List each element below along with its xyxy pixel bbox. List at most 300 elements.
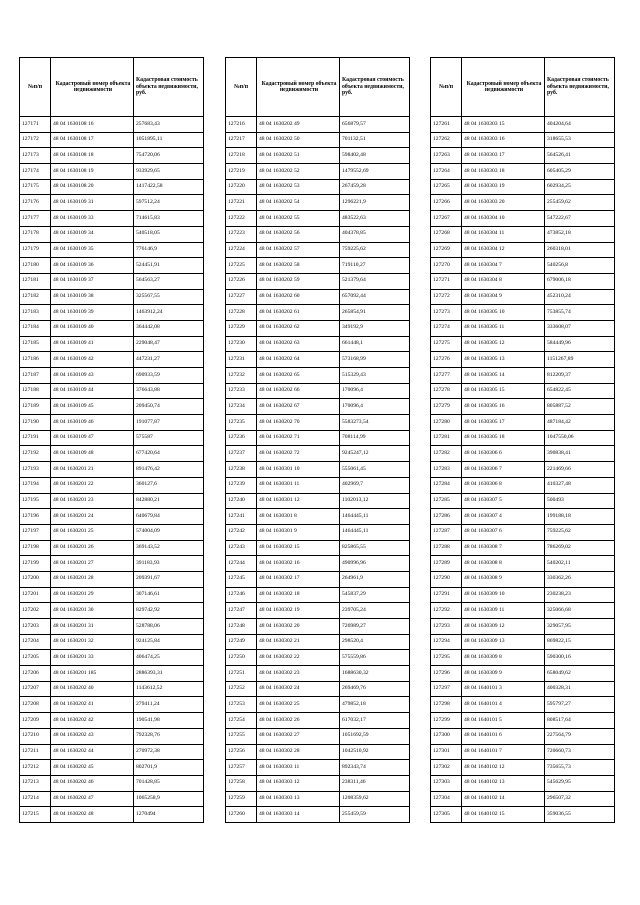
table-row [20, 807, 204, 823]
table-row [431, 603, 615, 619]
table-row [431, 744, 615, 760]
cadastral-value: 279411,24 [134, 697, 204, 713]
cadastral-value: 597512,24 [134, 195, 204, 211]
table-row [20, 305, 204, 321]
cadastral-value: 329057,95 [545, 619, 615, 635]
row-number: 127188 [20, 383, 51, 399]
cadastral-value: 515329,43 [340, 368, 410, 384]
row-number: 127229 [226, 320, 257, 336]
cadastral-number: 48 04 1630302 26 [257, 713, 340, 729]
cadastral-number: 48 04 1630303 11 [257, 760, 340, 776]
cadastral-value: 574004,09 [134, 524, 204, 540]
cadastral-number: 48 04 1630305 10 [462, 305, 545, 321]
cadastral-value: 9245247,12 [340, 446, 410, 462]
table-row [431, 713, 615, 729]
cadastral-value: 1270494 [134, 807, 204, 823]
row-number: 127204 [20, 634, 51, 650]
cadastral-value: 679006,18 [545, 273, 615, 289]
cadastral-value: 720660,73 [545, 744, 615, 760]
cadastral-number: 48 04 1640102 15 [462, 807, 545, 823]
table-row [226, 446, 410, 462]
table-row [20, 493, 204, 509]
row-number: 127267 [431, 211, 462, 227]
table-row [431, 148, 615, 164]
row-number: 127187 [20, 368, 51, 384]
table-row [20, 666, 204, 682]
row-number: 127285 [431, 493, 462, 509]
cadastral-number: 48 04 1630301 11 [257, 477, 340, 493]
cadastral-value: 307146,61 [134, 587, 204, 603]
cadastral-number: 48 04 1630109 36 [51, 258, 134, 274]
table-row [226, 807, 410, 823]
table-row [226, 132, 410, 148]
table-row [226, 352, 410, 368]
table-row [20, 242, 204, 258]
cadastral-value: 1463912,24 [134, 305, 204, 321]
row-number: 127212 [20, 760, 51, 776]
cadastral-value: 376643,88 [134, 383, 204, 399]
table-row [431, 242, 615, 258]
row-number: 127191 [20, 430, 51, 446]
cadastral-value: 658049,62 [545, 666, 615, 682]
header-cadastral-number: Кадастровый номер объекта недвижимости [257, 58, 340, 117]
cadastral-number: 48 04 1630109 44 [51, 383, 134, 399]
cadastral-number: 48 04 1630304 10 [462, 211, 545, 227]
table-row [431, 587, 615, 603]
row-number: 127186 [20, 352, 51, 368]
row-number: 127221 [226, 195, 257, 211]
row-number: 127263 [431, 148, 462, 164]
table-row [431, 195, 615, 211]
table-row [431, 462, 615, 478]
table-row [226, 368, 410, 384]
cadastral-value: 209391,67 [134, 571, 204, 587]
cadastral-number: 48 04 1630202 43 [51, 728, 134, 744]
cadastral-number: 48 04 1630202 57 [257, 242, 340, 258]
table-row [20, 540, 204, 556]
cadastral-number: 48 04 1630202 54 [257, 195, 340, 211]
cadastral-value: 540518,05 [134, 226, 204, 242]
table-row [20, 226, 204, 242]
row-number: 127184 [20, 320, 51, 336]
table-row [226, 117, 410, 133]
cadastral-value: 487184,42 [545, 415, 615, 431]
row-number: 127201 [20, 587, 51, 603]
row-number: 127218 [226, 148, 257, 164]
row-number: 127300 [431, 728, 462, 744]
row-number: 127219 [226, 164, 257, 180]
table-row [431, 352, 615, 368]
table-row [20, 791, 204, 807]
cadastral-value: 239705,24 [340, 603, 410, 619]
cadastral-number: 48 04 1640101 3 [462, 681, 545, 697]
cadastral-value: 229048,47 [134, 336, 204, 352]
cadastral-number: 48 04 1630202 42 [51, 713, 134, 729]
cadastral-number: 48 04 1630109 41 [51, 336, 134, 352]
table-row [431, 430, 615, 446]
row-number: 127233 [226, 383, 257, 399]
table-row [226, 697, 410, 713]
row-number: 127249 [226, 634, 257, 650]
table-row [20, 336, 204, 352]
cadastral-value: 1065258,9 [134, 791, 204, 807]
cadastral-value: 759225,62 [340, 242, 410, 258]
row-number: 127256 [226, 744, 257, 760]
cadastral-number: 48 04 1630201 29 [51, 587, 134, 603]
cadastral-number: 48 04 1630302 25 [257, 697, 340, 713]
cadastral-value: 524451,91 [134, 258, 204, 274]
row-number: 127264 [431, 164, 462, 180]
row-number: 127182 [20, 289, 51, 305]
cadastral-value: 264961,9 [340, 571, 410, 587]
table-row [20, 509, 204, 525]
table-row [431, 305, 615, 321]
table-row [20, 383, 204, 399]
cadastral-value: 573168,99 [340, 352, 410, 368]
cadastral-value: 404204,64 [545, 117, 615, 133]
cadastral-value: 661448,1 [340, 336, 410, 352]
cadastral-number: 48 04 1630202 59 [257, 273, 340, 289]
cadastral-value: 521379,64 [340, 273, 410, 289]
cadastral-value: 452310,24 [545, 289, 615, 305]
cadastral-number: 48 04 1630302 19 [257, 603, 340, 619]
row-number: 127178 [20, 226, 51, 242]
cadastral-value: 255459,62 [545, 195, 615, 211]
cadastral-value: 318655,53 [545, 132, 615, 148]
cadastral-number: 48 04 1630305 11 [462, 320, 545, 336]
cadastral-value: 500493 [545, 493, 615, 509]
cadastral-value: 759225,62 [545, 524, 615, 540]
row-number: 127180 [20, 258, 51, 274]
header-cadastral-value: Кадастровая стоимость объекта недвижимости, руб. [545, 58, 615, 117]
table-row [431, 524, 615, 540]
cadastral-number: 48 04 1630202 67 [257, 399, 340, 415]
cadastral-number: 48 04 1630305 17 [462, 415, 545, 431]
cadastral-value: 808517,64 [545, 713, 615, 729]
cadastral-value: 296507,32 [545, 791, 615, 807]
cadastral-value: 1208359,62 [340, 791, 410, 807]
table-row [20, 352, 204, 368]
cadastral-number: 48 04 1630202 58 [257, 258, 340, 274]
cadastral-number: 48 04 1630202 71 [257, 430, 340, 446]
cadastral-number: 48 04 1630308 7 [462, 540, 545, 556]
row-number: 127271 [431, 273, 462, 289]
cadastral-value: 701428,85 [134, 775, 204, 791]
cadastral-number: 48 04 1630202 70 [257, 415, 340, 431]
cadastral-number: 48 04 1630202 45 [51, 760, 134, 776]
table-row [226, 415, 410, 431]
cadastral-value: 892343,74 [340, 760, 410, 776]
table-row [226, 681, 410, 697]
cadastral-value: 584449,96 [545, 336, 615, 352]
table-row [20, 195, 204, 211]
table-row [20, 132, 204, 148]
cadastral-value: 270972,38 [134, 744, 204, 760]
table-row [431, 760, 615, 776]
table-row [20, 556, 204, 572]
table-row [226, 336, 410, 352]
cadastral-number: 48 04 1630202 63 [257, 336, 340, 352]
cadastral-value: 260318,01 [545, 242, 615, 258]
cadastral-number: 48 04 1630202 52 [257, 164, 340, 180]
cadastre-table-3 [430, 57, 615, 823]
cadastral-number: 48 04 1630202 55 [257, 211, 340, 227]
table-row [226, 164, 410, 180]
table-row [226, 493, 410, 509]
cadastral-value: 754720,06 [134, 148, 204, 164]
row-number: 127203 [20, 619, 51, 635]
cadastral-value: 238311,46 [340, 775, 410, 791]
table-row [431, 383, 615, 399]
table-row [226, 399, 410, 415]
table-row [20, 634, 204, 650]
cadastral-number: 48 04 1630309 11 [462, 603, 545, 619]
row-number: 127268 [431, 226, 462, 242]
cadastral-number: 48 04 1630202 48 [51, 807, 134, 823]
cadastral-number: 48 04 1630201 24 [51, 509, 134, 525]
table-row [20, 524, 204, 540]
cadastral-number: 48 04 1630202 50 [257, 132, 340, 148]
row-number: 127216 [226, 117, 257, 133]
table-row [226, 273, 410, 289]
cadastral-value: 924125,84 [134, 634, 204, 650]
cadastral-number: 48 04 1640101 4 [462, 697, 545, 713]
table-row [226, 760, 410, 776]
cadastral-number: 48 04 1630302 21 [257, 634, 340, 650]
cadastral-value: 825865,55 [340, 540, 410, 556]
table-row [20, 571, 204, 587]
row-number: 127177 [20, 211, 51, 227]
table-row [20, 728, 204, 744]
row-number: 127239 [226, 477, 257, 493]
cadastral-value: 575559,86 [340, 650, 410, 666]
row-number: 127296 [431, 666, 462, 682]
table-row [226, 603, 410, 619]
row-number: 127286 [431, 509, 462, 525]
table-row [20, 587, 204, 603]
table-row [20, 368, 204, 384]
cadastral-number: 48 04 1630109 35 [51, 242, 134, 258]
table-row [20, 446, 204, 462]
table-row [431, 556, 615, 572]
cadastral-value: 325066,68 [545, 603, 615, 619]
table-row [20, 117, 204, 133]
cadastral-number: 48 04 1630304 8 [462, 273, 545, 289]
cadastral-value: 1047550,06 [545, 430, 615, 446]
cadastral-value: 726989,27 [340, 619, 410, 635]
cadastral-number: 48 04 1630109 34 [51, 226, 134, 242]
row-number: 127280 [431, 415, 462, 431]
row-number: 127265 [431, 179, 462, 195]
row-number: 127260 [226, 807, 257, 823]
cadastral-value: 656879,57 [340, 117, 410, 133]
row-number: 127193 [20, 462, 51, 478]
row-number: 127176 [20, 195, 51, 211]
table-row [431, 399, 615, 415]
cadastral-number: 48 04 1630109 31 [51, 195, 134, 211]
cadastral-number: 48 04 1630202 65 [257, 368, 340, 384]
row-number: 127287 [431, 524, 462, 540]
cadastral-number: 48 04 1630109 47 [51, 430, 134, 446]
cadastral-value: 170096,4 [340, 383, 410, 399]
cadastral-number: 48 04 1630201 23 [51, 493, 134, 509]
cadastral-value: 776146,9 [134, 242, 204, 258]
table-row [20, 744, 204, 760]
table-row [431, 650, 615, 666]
row-number: 127234 [226, 399, 257, 415]
table-row [20, 619, 204, 635]
row-number: 127279 [431, 399, 462, 415]
cadastral-value: 677420,64 [134, 446, 204, 462]
table-row [431, 728, 615, 744]
cadastral-number: 48 04 1630305 13 [462, 352, 545, 368]
cadastral-value: 404378,85 [340, 226, 410, 242]
row-number: 127210 [20, 728, 51, 744]
cadastral-number: 48 04 1630202 62 [257, 320, 340, 336]
row-number: 127255 [226, 728, 257, 744]
cadastral-value: 369143,52 [134, 540, 204, 556]
row-number: 127275 [431, 336, 462, 352]
cadastral-number: 48 04 1630201 33 [51, 650, 134, 666]
cadastral-value: 447231,27 [134, 352, 204, 368]
row-number: 127245 [226, 571, 257, 587]
row-number: 127214 [20, 791, 51, 807]
row-number: 127254 [226, 713, 257, 729]
cadastral-number: 48 04 1630108 16 [51, 117, 134, 133]
row-number: 127262 [431, 132, 462, 148]
cadastral-value: 545629,95 [545, 775, 615, 791]
cadastral-value: 1296221,9 [340, 195, 410, 211]
cadastral-value: 360127,6 [134, 477, 204, 493]
cadastral-number: 48 04 1630202 61 [257, 305, 340, 321]
cadastral-value: 190541,98 [134, 713, 204, 729]
cadastral-number: 48 04 1630309 13 [462, 634, 545, 650]
row-number: 127174 [20, 164, 51, 180]
cadastral-number: 48 04 1630108 18 [51, 148, 134, 164]
row-number: 127250 [226, 650, 257, 666]
cadastral-value: 269469,76 [340, 681, 410, 697]
cadastral-number: 48 04 1630304 7 [462, 258, 545, 274]
cadastral-value: 714615,83 [134, 211, 204, 227]
cadastral-number: 48 04 1630108 19 [51, 164, 134, 180]
table-row [226, 728, 410, 744]
cadastral-value: 617032,17 [340, 713, 410, 729]
table-row [431, 477, 615, 493]
table-row [431, 619, 615, 635]
table-row [431, 571, 615, 587]
table-row [431, 540, 615, 556]
cadastral-number: 48 04 1630304 9 [462, 289, 545, 305]
cadastral-number: 48 04 1630309 9 [462, 666, 545, 682]
cadastral-value: 230238,23 [545, 587, 615, 603]
cadastral-value: 719110,27 [340, 258, 410, 274]
cadastral-value: 701132,51 [340, 132, 410, 148]
row-number: 127304 [431, 791, 462, 807]
table-row [431, 273, 615, 289]
cadastral-value: 753855,74 [545, 305, 615, 321]
cadastral-number: 48 04 1630302 18 [257, 587, 340, 603]
cadastral-number: 48 04 1630109 48 [51, 446, 134, 462]
table-row [431, 415, 615, 431]
row-number: 127223 [226, 226, 257, 242]
row-number: 127230 [226, 336, 257, 352]
row-number: 127301 [431, 744, 462, 760]
table-row [20, 430, 204, 446]
cadastral-number: 48 04 1630302 17 [257, 571, 340, 587]
row-number: 127171 [20, 117, 51, 133]
cadastral-number: 48 04 1630303 16 [462, 132, 545, 148]
cadastral-number: 48 04 1630302 27 [257, 728, 340, 744]
cadastral-number: 48 04 1630109 42 [51, 352, 134, 368]
row-number: 127199 [20, 556, 51, 572]
header-cadastral-number: Кадастровый номер объекта недвижимости [462, 58, 545, 117]
cadastral-number: 48 04 1630201 21 [51, 462, 134, 478]
table-row [226, 289, 410, 305]
row-number: 127251 [226, 666, 257, 682]
table-row [226, 634, 410, 650]
cadastral-number: 48 04 1630309 12 [462, 619, 545, 635]
table-row [431, 446, 615, 462]
table-row [431, 226, 615, 242]
cadastral-value: 590300,16 [545, 650, 615, 666]
table-row [226, 540, 410, 556]
table-row [20, 399, 204, 415]
row-number: 127299 [431, 713, 462, 729]
cadastral-value: 406474,25 [134, 650, 204, 666]
cadastral-value: 473852,18 [545, 226, 615, 242]
cadastral-number: 48 04 1630202 60 [257, 289, 340, 305]
table-row [226, 226, 410, 242]
cadastral-value: 1479552,69 [340, 164, 410, 180]
row-number: 127194 [20, 477, 51, 493]
table-row [226, 587, 410, 603]
cadastral-value: 390838,41 [545, 446, 615, 462]
table-row [431, 807, 615, 823]
table-row [226, 775, 410, 791]
cadastral-number: 48 04 1630302 16 [257, 556, 340, 572]
cadastral-number: 48 04 1630202 72 [257, 446, 340, 462]
cadastral-value: 602934,25 [545, 179, 615, 195]
row-number: 127200 [20, 571, 51, 587]
cadastral-value: 1417422,58 [134, 179, 204, 195]
cadastral-number: 48 04 1630201 22 [51, 477, 134, 493]
cadastral-number: 48 04 1630109 43 [51, 368, 134, 384]
cadastral-value: 547222,67 [545, 211, 615, 227]
row-number: 127213 [20, 775, 51, 791]
table-row [226, 179, 410, 195]
row-number: 127288 [431, 540, 462, 556]
cadastral-number: 48 04 1630305 16 [462, 399, 545, 415]
cadastral-number: 48 04 1630202 51 [257, 148, 340, 164]
cadastral-number: 48 04 1630202 46 [51, 775, 134, 791]
row-number: 127290 [431, 571, 462, 587]
row-number: 127277 [431, 368, 462, 384]
cadastral-value: 267459,28 [340, 179, 410, 195]
cadastral-value: 325567,55 [134, 289, 204, 305]
row-number: 127227 [226, 289, 257, 305]
cadastral-number: 48 04 1630202 64 [257, 352, 340, 368]
cadastral-number: 48 04 1630202 47 [51, 791, 134, 807]
cadastral-value: 255459,59 [340, 807, 410, 823]
cadastral-number: 48 04 1630108 17 [51, 132, 134, 148]
header-row [20, 58, 204, 117]
row-number: 127282 [431, 446, 462, 462]
cadastral-value: 598402,48 [340, 148, 410, 164]
row-number: 127217 [226, 132, 257, 148]
table-row [20, 775, 204, 791]
cadastral-number: 48 04 1630109 33 [51, 211, 134, 227]
cadastral-value: 400328,31 [545, 681, 615, 697]
